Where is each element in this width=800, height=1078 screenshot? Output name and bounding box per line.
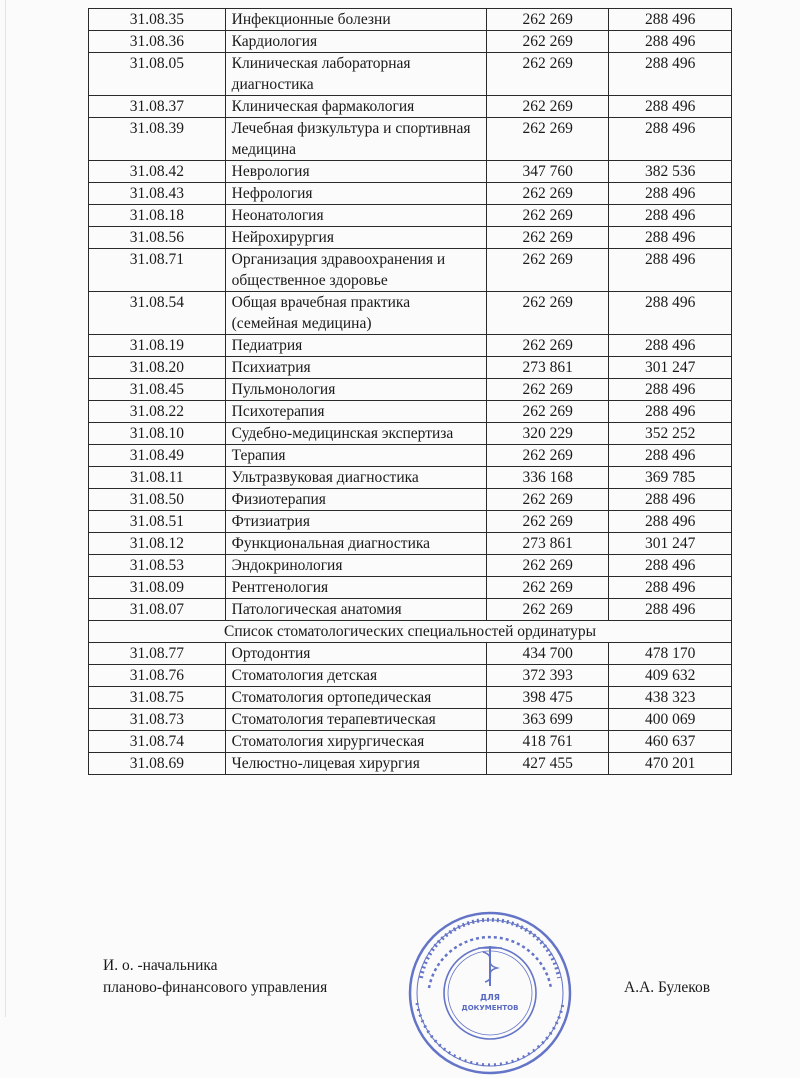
amount-cell: 460 637	[609, 731, 732, 753]
name-cell: Общая врачебная практика (семейная медицина)	[225, 292, 486, 335]
code-cell: 31.08.10	[89, 423, 226, 445]
name-cell: Ортодонтия	[225, 643, 486, 665]
amount-cell: 470 201	[609, 753, 732, 775]
amount-cell: 288 496	[609, 599, 732, 621]
table-row	[89, 555, 732, 577]
code-cell: 31.08.53	[89, 555, 226, 577]
code-cell: 31.08.12	[89, 533, 226, 555]
amount-cell: 336 168	[486, 467, 609, 489]
name-cell: Стоматология ортопедическая	[225, 687, 486, 709]
name-cell: Эндокринология	[225, 555, 486, 577]
amount-cell: 262 269	[486, 401, 609, 423]
main-rows	[89, 9, 732, 621]
table-row	[89, 118, 732, 161]
dental-rows	[89, 643, 732, 775]
amount-cell: 262 269	[486, 489, 609, 511]
code-cell: 31.08.19	[89, 335, 226, 357]
amount-cell: 288 496	[609, 555, 732, 577]
amount-cell: 262 269	[486, 445, 609, 467]
amount-cell: 382 536	[609, 161, 732, 183]
amount-cell: 288 496	[609, 205, 732, 227]
code-cell: 31.08.50	[89, 489, 226, 511]
name-cell: Нейрохирургия	[225, 227, 486, 249]
code-cell: 31.08.05	[89, 53, 226, 96]
name-cell: Психиатрия	[225, 357, 486, 379]
amount-cell: 400 069	[609, 709, 732, 731]
amount-cell: 288 496	[609, 183, 732, 205]
table-row	[89, 599, 732, 621]
amount-cell: 262 269	[486, 118, 609, 161]
amount-cell: 301 247	[609, 357, 732, 379]
amount-cell: 478 170	[609, 643, 732, 665]
amount-cell: 262 269	[486, 555, 609, 577]
amount-cell: 262 269	[486, 335, 609, 357]
name-cell: Кардиология	[225, 31, 486, 53]
name-cell: Стоматология терапевтическая	[225, 709, 486, 731]
code-cell: 31.08.11	[89, 467, 226, 489]
signer-name: А.А. Булеков	[624, 979, 711, 996]
code-cell: 31.08.35	[89, 9, 226, 31]
official-stamp-icon	[405, 908, 575, 1078]
table-row	[89, 96, 732, 118]
amount-cell: 288 496	[609, 227, 732, 249]
code-cell: 31.08.43	[89, 183, 226, 205]
table-row	[89, 227, 732, 249]
amount-cell: 288 496	[609, 31, 732, 53]
name-cell: Инфекционные болезни	[225, 9, 486, 31]
name-cell: Физиотерапия	[225, 489, 486, 511]
amount-cell: 262 269	[486, 577, 609, 599]
name-cell: Неонатология	[225, 205, 486, 227]
table-row	[89, 511, 732, 533]
table-row	[89, 753, 732, 775]
amount-cell: 398 475	[486, 687, 609, 709]
name-cell: Челюстно-лицевая хирургия	[225, 753, 486, 775]
amount-cell: 288 496	[609, 335, 732, 357]
table-row	[89, 423, 732, 445]
table-row	[89, 53, 732, 96]
table-row	[89, 731, 732, 753]
amount-cell: 372 393	[486, 665, 609, 687]
amount-cell: 288 496	[609, 96, 732, 118]
code-cell: 31.08.71	[89, 249, 226, 292]
dental-section	[89, 621, 732, 643]
amount-cell: 409 632	[609, 665, 732, 687]
code-cell: 31.08.76	[89, 665, 226, 687]
position-line-1: И. о. -начальника	[103, 957, 218, 974]
name-cell: Функциональная диагностика	[225, 533, 486, 555]
name-cell: Патологическая анатомия	[225, 599, 486, 621]
amount-cell: 288 496	[609, 292, 732, 335]
table-row	[89, 533, 732, 555]
table-row	[89, 687, 732, 709]
code-cell: 31.08.54	[89, 292, 226, 335]
code-cell: 31.08.77	[89, 643, 226, 665]
amount-cell: 301 247	[609, 533, 732, 555]
page-edge	[5, 0, 6, 1017]
amount-cell: 288 496	[609, 577, 732, 599]
amount-cell: 427 455	[486, 753, 609, 775]
amount-cell: 363 699	[486, 709, 609, 731]
amount-cell: 262 269	[486, 53, 609, 96]
amount-cell: 262 269	[486, 292, 609, 335]
table-row	[89, 665, 732, 687]
code-cell: 31.08.36	[89, 31, 226, 53]
code-cell: 31.08.73	[89, 709, 226, 731]
amount-cell: 288 496	[609, 249, 732, 292]
code-cell: 31.08.69	[89, 753, 226, 775]
code-cell: 31.08.56	[89, 227, 226, 249]
table-row	[89, 643, 732, 665]
amount-cell: 288 496	[609, 379, 732, 401]
code-cell: 31.08.45	[89, 379, 226, 401]
name-cell: Рентгенология	[225, 577, 486, 599]
table-row	[89, 31, 732, 53]
amount-cell: 262 269	[486, 96, 609, 118]
amount-cell: 262 269	[486, 227, 609, 249]
amount-cell: 320 229	[486, 423, 609, 445]
name-cell: Терапия	[225, 445, 486, 467]
name-cell: Клиническая лабораторная диагностика	[225, 53, 486, 96]
name-cell: Стоматология хирургическая	[225, 731, 486, 753]
code-cell: 31.08.07	[89, 599, 226, 621]
name-cell: Нефрология	[225, 183, 486, 205]
table-row	[89, 577, 732, 599]
amount-cell: 288 496	[609, 511, 732, 533]
table-row	[89, 249, 732, 292]
amount-cell: 434 700	[486, 643, 609, 665]
code-cell: 31.08.20	[89, 357, 226, 379]
amount-cell: 347 760	[486, 161, 609, 183]
amount-cell: 262 269	[486, 31, 609, 53]
section-header-row	[89, 621, 732, 643]
amount-cell: 262 269	[486, 249, 609, 292]
table-row	[89, 401, 732, 423]
code-cell: 31.08.49	[89, 445, 226, 467]
amount-cell: 288 496	[609, 9, 732, 31]
stamp-label-2: ДОКУМЕНТОВ	[461, 1004, 519, 1012]
name-cell: Судебно-медицинская экспертиза	[225, 423, 486, 445]
name-cell: Организация здравоохранения и общественное здоровье	[225, 249, 486, 292]
amount-cell: 288 496	[609, 445, 732, 467]
amount-cell: 352 252	[609, 423, 732, 445]
section-title: Список стоматологических специальностей ординатуры	[89, 621, 732, 643]
name-cell: Пульмонология	[225, 379, 486, 401]
code-cell: 31.08.75	[89, 687, 226, 709]
table-row	[89, 205, 732, 227]
amount-cell: 369 785	[609, 467, 732, 489]
amount-cell: 262 269	[486, 205, 609, 227]
name-cell: Неврология	[225, 161, 486, 183]
stamp-label: ДЛЯ	[480, 993, 500, 1002]
amount-cell: 288 496	[609, 118, 732, 161]
amount-cell: 273 861	[486, 533, 609, 555]
code-cell: 31.08.18	[89, 205, 226, 227]
code-cell: 31.08.42	[89, 161, 226, 183]
table-row	[89, 357, 732, 379]
code-cell: 31.08.74	[89, 731, 226, 753]
amount-cell: 438 323	[609, 687, 732, 709]
name-cell: Ультразвуковая диагностика	[225, 467, 486, 489]
amount-cell: 288 496	[609, 489, 732, 511]
amount-cell: 262 269	[486, 379, 609, 401]
amount-cell: 288 496	[609, 53, 732, 96]
amount-cell: 262 269	[486, 511, 609, 533]
code-cell: 31.08.22	[89, 401, 226, 423]
table-row	[89, 161, 732, 183]
name-cell: Психотерапия	[225, 401, 486, 423]
name-cell: Стоматология детская	[225, 665, 486, 687]
code-cell: 31.08.37	[89, 96, 226, 118]
signature-block	[103, 955, 327, 999]
table-row	[89, 292, 732, 335]
code-cell: 31.08.39	[89, 118, 226, 161]
table-row	[89, 467, 732, 489]
position-line-2: планово-финансового управления	[103, 979, 328, 996]
code-cell: 31.08.51	[89, 511, 226, 533]
table-row	[89, 489, 732, 511]
name-cell: Педиатрия	[225, 335, 486, 357]
amount-cell: 418 761	[486, 731, 609, 753]
name-cell: Фтизиатрия	[225, 511, 486, 533]
amount-cell: 262 269	[486, 183, 609, 205]
amount-cell: 262 269	[486, 599, 609, 621]
table-row	[89, 183, 732, 205]
amount-cell: 288 496	[609, 401, 732, 423]
table-row	[89, 379, 732, 401]
table-row	[89, 335, 732, 357]
table-row	[89, 445, 732, 467]
table-row	[89, 9, 732, 31]
name-cell: Лечебная физкультура и спортивная медицина	[225, 118, 486, 161]
amount-cell: 262 269	[486, 9, 609, 31]
name-cell: Клиническая фармакология	[225, 96, 486, 118]
amount-cell: 273 861	[486, 357, 609, 379]
code-cell: 31.08.09	[89, 577, 226, 599]
table-row	[89, 709, 732, 731]
specialties-fee-table	[88, 8, 732, 775]
